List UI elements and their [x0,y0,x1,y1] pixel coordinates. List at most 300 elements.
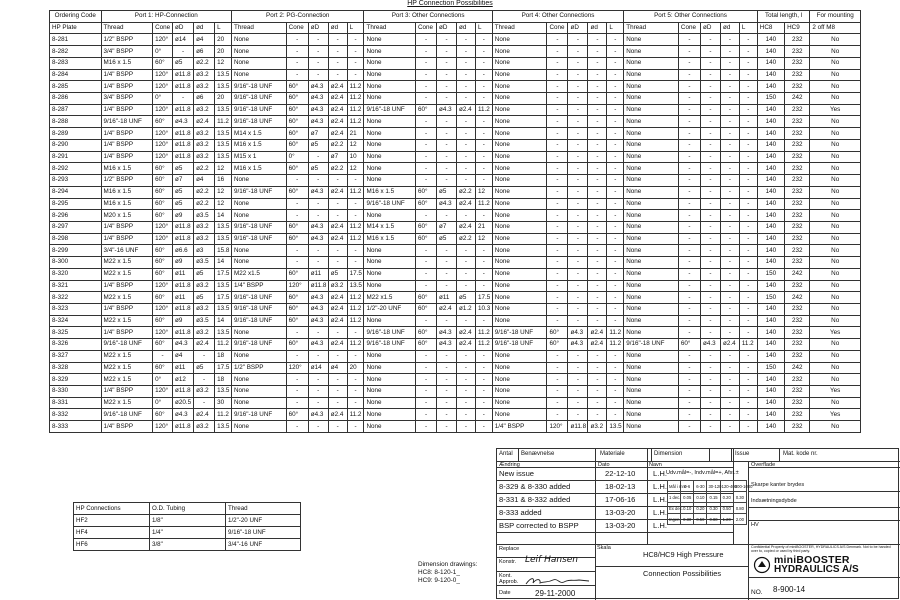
company-name: miniBOOSTER [774,554,850,566]
dimension-drawing-hc8: HC8: 8-120-1_ [418,569,460,576]
table-cell: 9/16"-18 UNF [101,339,153,351]
table-cell: None [624,280,679,292]
tb-replace: Replace [499,546,520,552]
table-cell: ø3.2 [194,421,215,433]
table-cell: 60° [153,362,173,374]
table-cell: - [588,46,607,58]
table-cell: ø4.3 [308,233,328,245]
table-cell: - [739,221,757,233]
table-cell: - [308,34,328,46]
table-cell: - [547,116,568,128]
table-cell: ø4.3 [437,339,457,351]
table-cell: 232 [785,374,810,386]
table-cell: - [457,46,476,58]
table-cell: ø3.2 [194,81,215,93]
table-cell: No [810,362,861,374]
tb-aendring: Ændring [499,462,520,468]
table-cell: 8-292 [50,163,102,175]
table-cell: No [810,81,861,93]
table-cell: - [739,268,757,280]
table-cell: - [308,350,328,362]
table-cell: Yes [810,386,861,398]
table-cell: - [700,93,720,105]
table-cell: None [364,93,416,105]
table-cell: - [607,303,624,315]
table-cell: None [492,104,547,116]
table-cell: ø7 [173,175,194,187]
table-cell: 0° [153,93,173,105]
table-cell: ø3.2 [194,221,215,233]
table-cell: None [364,409,416,421]
table-cell: - [457,245,476,257]
table-cell: - [607,221,624,233]
table-cell: - [328,257,347,269]
table-cell: - [720,221,739,233]
revision-text: 8-329 & 8-330 added [499,482,571,491]
table-cell: 140 [757,303,784,315]
table-cell: ø3.2 [588,421,607,433]
table-cell: ø2.4 [328,409,347,421]
table-cell: None [492,257,547,269]
table-cell: - [457,386,476,398]
table-cell: None [231,57,286,69]
table-cell: ø7 [328,151,347,163]
table-cell: - [678,57,700,69]
table-cell: - [720,397,739,409]
table-cell: 8-297 [50,221,102,233]
table-cell: 60° [286,163,308,175]
table-cell: - [475,362,492,374]
table-cell: None [624,175,679,187]
table-cell: 17.5 [215,268,232,280]
table-cell: - [568,69,588,81]
table-cell: - [347,397,364,409]
table-cell: - [437,386,457,398]
tb-kont: Kont. [499,573,512,579]
table-cell: ø4.3 [173,116,194,128]
table-cell: - [547,175,568,187]
table-cell: ø2.4 [328,292,347,304]
table-row [50,292,861,304]
table-cell: 60° [153,245,173,257]
hp-connections-body [74,515,301,551]
company-logo-icon [753,556,771,574]
document-title: HP Connection Possibilities [407,0,493,7]
table-cell: ø4.3 [308,93,328,105]
table-cell: - [308,46,328,58]
table-cell: None [231,327,286,339]
table-cell: - [607,46,624,58]
table-cell: - [416,350,437,362]
table-cell: ø2.4 [328,233,347,245]
table-cell: - [678,128,700,140]
table-cell: ø11.8 [173,151,194,163]
table-cell: 11.2 [607,327,624,339]
table-row [50,409,861,421]
table-cell: - [607,409,624,421]
table-cell: 232 [785,34,810,46]
table-cell: ø5 [173,163,194,175]
table-cell: 11.2 [215,409,232,421]
table-cell: - [720,386,739,398]
tolerance-cell: 0.80 [733,503,746,514]
table-cell: - [700,257,720,269]
table-cell: - [720,139,739,151]
table-cell: 140 [757,409,784,421]
table-cell: ø11 [173,292,194,304]
table-cell: - [475,69,492,81]
table-cell: M22 x 1.5 [101,362,153,374]
table-cell: - [739,409,757,421]
tolerance-header-cell: Mål i mm [668,481,681,492]
subheader-cell: ød [720,22,739,34]
table-cell: - [568,409,588,421]
table-cell: 11.2 [475,339,492,351]
table-cell: - [547,245,568,257]
table-cell: - [700,350,720,362]
table-cell: - [416,57,437,69]
table-cell: - [720,186,739,198]
table-cell: - [678,233,700,245]
table-cell: - [739,421,757,433]
table-cell: 13.5 [215,327,232,339]
table-cell: 140 [757,374,784,386]
table-cell: 9/16"-18 UNF [364,104,416,116]
table-cell: - [308,245,328,257]
table-cell: - [475,268,492,280]
subheader-cell: øD [437,22,457,34]
table-cell: - [437,81,457,93]
table-cell: - [720,57,739,69]
table-cell: ø4.3 [308,409,328,421]
table-cell: None [624,292,679,304]
table-body [50,34,861,432]
table-cell: 13.5 [215,104,232,116]
revision-text: 8-333 added [499,508,542,517]
table-cell: Yes [810,104,861,116]
table-cell: None [364,315,416,327]
table-row [50,374,861,386]
table-cell: 1/2" BSPP [101,34,153,46]
table-cell: None [231,175,286,187]
table-row [50,245,861,257]
table-cell: 60° [286,116,308,128]
tb-navn: Navn [649,462,662,468]
table-cell: ø20.5 [173,397,194,409]
table-cell: - [720,233,739,245]
table-row [50,163,861,175]
subheader-cell: HP Plate [50,22,102,34]
table-cell: - [328,350,347,362]
table-row [50,221,861,233]
table-cell: ø2.4 [328,93,347,105]
table-cell: - [475,397,492,409]
table-cell: - [720,151,739,163]
table-cell: 140 [757,128,784,140]
table-row [50,186,861,198]
table-cell: ø5 [308,163,328,175]
table-cell: None [492,233,547,245]
table-cell: 120° [286,280,308,292]
table-cell: ø11.8 [173,386,194,398]
table-cell: None [231,257,286,269]
hp-connections-cell: HF6 [74,539,150,551]
table-cell: 120° [547,421,568,433]
table-cell: - [416,315,437,327]
revision-name: L.H. [653,521,667,530]
table-cell: - [588,397,607,409]
tolerance-header-cell: 400-1000 [733,481,746,492]
table-cell: 60° [153,257,173,269]
table-cell: 9/16"-18 UNF [231,409,286,421]
company-name-2: HYDRAULICS A/S [774,564,859,575]
table-cell: None [624,57,679,69]
table-row [50,386,861,398]
table-cell: - [308,397,328,409]
table-cell: ø4.3 [700,339,720,351]
table-cell: - [588,374,607,386]
table-cell: - [437,46,457,58]
table-cell: Yes [810,327,861,339]
table-cell: None [624,350,679,362]
table-cell: - [739,315,757,327]
table-cell: - [700,175,720,187]
table-cell: ø2.4 [328,81,347,93]
table-cell: - [739,257,757,269]
table-cell: None [624,362,679,374]
table-cell: 60° [286,186,308,198]
table-cell: None [364,421,416,433]
table-cell: - [475,81,492,93]
subheader-cell: L [215,22,232,34]
table-cell: - [700,280,720,292]
table-cell: - [720,362,739,374]
table-cell: ø9 [173,315,194,327]
table-row [50,69,861,81]
table-cell: - [678,186,700,198]
table-cell: None [624,315,679,327]
table-cell: 60° [286,339,308,351]
table-cell: - [416,397,437,409]
table-cell: None [624,81,679,93]
table-cell: 60° [286,93,308,105]
table-cell: 60° [416,233,437,245]
table-cell: - [568,280,588,292]
table-cell: 232 [785,409,810,421]
table-cell: 60° [153,339,173,351]
title-block [496,448,899,599]
table-cell: - [416,128,437,140]
table-cell: 1/4" BSPP [101,327,153,339]
table-cell: None [624,327,679,339]
table-cell: None [492,362,547,374]
table-cell: 232 [785,315,810,327]
table-cell: - [588,186,607,198]
table-cell: - [547,409,568,421]
table-cell: None [231,350,286,362]
table-cell: ø11.8 [173,303,194,315]
table-cell: - [416,81,437,93]
table-cell: - [328,327,347,339]
table-cell: - [720,315,739,327]
table-cell: - [475,163,492,175]
table-cell: M22 x 1.5 [101,257,153,269]
tb-antal: Antal [499,451,513,457]
table-cell: - [328,245,347,257]
table-cell: 60° [547,339,568,351]
table-cell: - [547,397,568,409]
revision-date: 17-06-16 [605,495,636,504]
table-cell: - [475,374,492,386]
table-cell: - [568,397,588,409]
table-cell: 232 [785,210,810,222]
table-cell: - [607,186,624,198]
table-cell: 8-328 [50,362,102,374]
table-cell: 12 [215,57,232,69]
table-cell: - [437,362,457,374]
table-cell: 9/16"-18 UNF [231,93,286,105]
table-cell: ø9 [173,257,194,269]
table-cell: 140 [757,233,784,245]
table-cell: - [739,374,757,386]
table-cell: ø5 [457,292,476,304]
table-cell: - [678,175,700,187]
table-cell: - [568,81,588,93]
table-cell: 9/16"-18 UNF [364,327,416,339]
table-cell: 14 [215,210,232,222]
table-cell: ø2.4 [328,104,347,116]
table-cell: No [810,350,861,362]
header-for-mounting: For mounting [810,11,861,23]
table-cell: ø5 [173,198,194,210]
table-cell: None [231,386,286,398]
table-cell: - [347,374,364,386]
table-cell: - [437,151,457,163]
table-cell: None [624,128,679,140]
table-cell: 8-285 [50,81,102,93]
table-cell: None [624,210,679,222]
table-cell: - [547,139,568,151]
table-cell: ø3.5 [194,210,215,222]
table-cell: 232 [785,245,810,257]
table-cell: No [810,198,861,210]
table-cell: 3/4"-16 UNF [101,245,153,257]
table-cell: ø2.4 [194,116,215,128]
table-cell: M16 x 1.5 [101,163,153,175]
table-cell: - [568,210,588,222]
table-cell: None [624,397,679,409]
header-total-length: Total length, l [757,11,810,23]
tolerance-cell: 0.30 [733,492,746,503]
table-cell: ø1.2 [457,303,476,315]
table-cell: No [810,186,861,198]
table-cell: None [624,163,679,175]
tolerance-cell: 0.20 [720,492,733,503]
tb-dato: Dato [598,462,610,468]
subheader-cell: Thread [492,22,547,34]
table-cell: 140 [757,46,784,58]
table-cell: 120° [153,151,173,163]
table-cell: ø3.2 [194,104,215,116]
table-cell: 8-282 [50,46,102,58]
table-cell: None [364,257,416,269]
table-cell: - [153,350,173,362]
table-cell: - [607,245,624,257]
table-cell: - [173,93,194,105]
revision-date: 22-12-10 [605,469,636,478]
table-cell: 8-290 [50,139,102,151]
table-cell: - [457,163,476,175]
table-cell: 14 [215,257,232,269]
hp-connections-table [73,502,301,551]
subheader-cell: L [739,22,757,34]
table-cell: None [624,69,679,81]
tolerance-cell: 0.10 [681,503,694,514]
table-cell: None [364,69,416,81]
table-cell: - [568,221,588,233]
table-cell: M16 x 1.5 [364,233,416,245]
table-cell: - [678,350,700,362]
table-cell: - [720,93,739,105]
table-cell: 60° [286,315,308,327]
table-cell: 232 [785,57,810,69]
table-cell: 17.5 [215,292,232,304]
table-cell: None [492,374,547,386]
table-cell: 8-293 [50,175,102,187]
table-cell: - [739,163,757,175]
table-cell: - [547,210,568,222]
table-cell: None [364,128,416,140]
table-cell: None [492,57,547,69]
table-cell: No [810,315,861,327]
table-cell: - [328,198,347,210]
table-cell: - [416,163,437,175]
table-cell: No [810,268,861,280]
table-cell: ø4 [194,34,215,46]
table-cell: - [607,151,624,163]
table-cell: - [700,186,720,198]
table-cell: - [678,139,700,151]
table-cell: 120° [153,280,173,292]
hp-connections-header-cell: Thread [226,503,301,515]
table-cell: - [700,163,720,175]
table-cell: 11.2 [475,104,492,116]
table-cell: - [347,210,364,222]
table-cell: 140 [757,104,784,116]
table-cell: 8-289 [50,128,102,140]
table-cell: - [588,139,607,151]
table-cell: 232 [785,151,810,163]
table-cell: ø4.3 [308,221,328,233]
table-cell: 150 [757,362,784,374]
table-cell: 9/16"-18 UNF [231,315,286,327]
hp-connections-cell: 3/8" [150,539,226,551]
table-cell: - [347,198,364,210]
table-row [50,397,861,409]
table-cell: ø4.3 [173,409,194,421]
table-cell: - [286,46,308,58]
revision-date: 18-02-13 [605,482,636,491]
table-cell: ø4.3 [308,303,328,315]
table-cell: 11.2 [215,339,232,351]
table-cell: 9/16"-18 UNF [364,339,416,351]
table-cell: - [416,280,437,292]
table-cell: - [678,268,700,280]
table-cell: 120° [153,139,173,151]
table-cell: None [492,34,547,46]
table-cell: - [568,315,588,327]
table-cell: - [588,245,607,257]
